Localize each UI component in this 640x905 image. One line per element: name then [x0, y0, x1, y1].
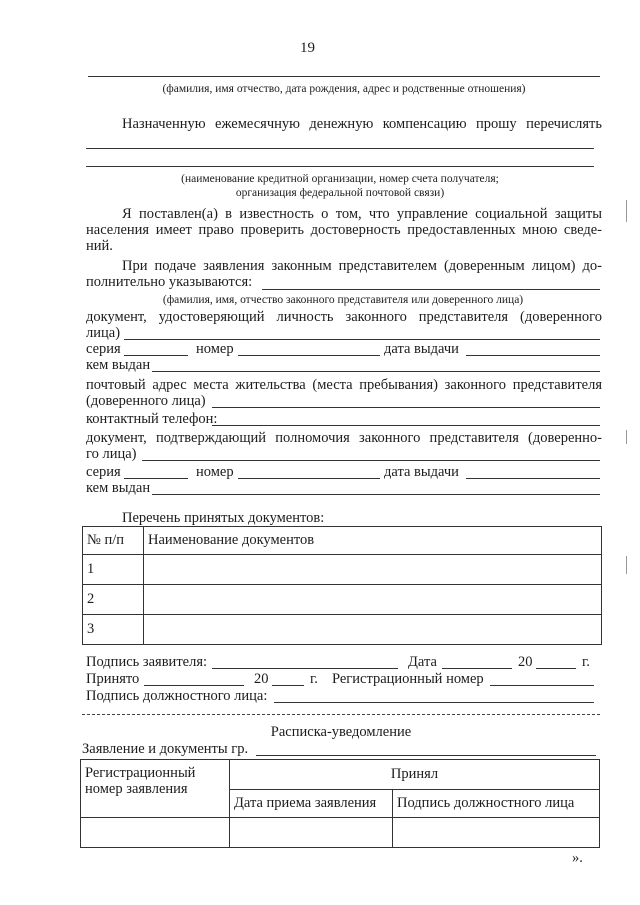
address-line-2: (доверенного лица) [86, 393, 206, 409]
compensation-text: Назначенную ежемесячную денежную компенсацию прошу перечислять [122, 116, 602, 132]
year-prefix: 20 [518, 654, 533, 670]
page-number: 19 [300, 40, 315, 56]
reg-number-label: Регистрационный номер [332, 671, 484, 687]
signature-cell[interactable] [393, 818, 600, 848]
table-row [83, 555, 602, 585]
rep-intro-2: полнительно указываются: [86, 274, 253, 290]
address-line-1: почтовый адрес места жительства (места пребывания) законного представителя [86, 377, 602, 393]
scan-edge-mark [626, 430, 627, 444]
issued-by-field[interactable] [152, 371, 600, 372]
issue-date2-field[interactable] [466, 478, 600, 479]
row-number: 2 [83, 585, 144, 615]
number-field[interactable] [238, 355, 380, 356]
date-field[interactable] [442, 668, 512, 669]
bank-line-1[interactable] [86, 148, 594, 149]
informed-line-1: Я поставлен(а) в известность о том, что управление социальной защиты [122, 206, 602, 222]
id-doc-field[interactable] [124, 339, 600, 340]
authority-line-1: документ, подтверждающий полномочия законного представителя (доверенно- [86, 430, 602, 446]
document-name-cell[interactable] [144, 555, 602, 585]
receipt-intro: Заявление и документы гр. [82, 741, 249, 757]
id-doc-line-1: документ, удостоверяющий личность законного представителя (доверенного [86, 309, 602, 325]
reg-number-header [81, 760, 230, 818]
date-cell[interactable] [230, 818, 393, 848]
accepted-label: Принято [86, 671, 140, 687]
relatives-line[interactable] [88, 76, 600, 77]
phone-label: контактный телефон: [86, 411, 218, 427]
rep-caption: (фамилия, имя, отчество законного представителя или доверенного лица) [162, 294, 524, 306]
reg-number-header-line-1: Регистрационный [85, 765, 196, 781]
document-name-cell[interactable] [144, 615, 602, 645]
receipt-title: Расписка-уведомление [270, 724, 412, 740]
informed-line-2: населения имеет право проверить достоверность предоставленных мною сведе- [86, 222, 602, 238]
documents-title: Перечень принятых документов: [122, 510, 325, 526]
authority-line-2: го лица) [86, 446, 137, 462]
accepted-year-field[interactable] [272, 685, 304, 686]
reg-number-field[interactable] [490, 685, 594, 686]
accepted-year-suffix: г. [310, 671, 318, 687]
issue-date-field[interactable] [466, 355, 600, 356]
rep-intro-1: При подаче заявления законным представителем (доверенным лицом) до- [122, 258, 602, 274]
closing-quote: ». [572, 850, 583, 866]
official-signature-label: Подпись должностного лица: [86, 688, 268, 704]
number2-label: номер [196, 464, 234, 480]
scan-edge-mark [626, 556, 627, 574]
receipt-table [80, 759, 600, 848]
scan-edge-mark [626, 200, 627, 222]
year-suffix: г. [582, 654, 590, 670]
accepted-year-prefix: 20 [254, 671, 269, 687]
documents-table [82, 526, 602, 645]
reg-number-header-line-2: номер заявления [85, 781, 188, 797]
signature-header: Подпись должностного лица [393, 790, 600, 818]
issued-by2-label: кем выдан [86, 480, 151, 496]
number2-field[interactable] [238, 478, 380, 479]
series-label: серия [86, 341, 121, 357]
series-field[interactable] [124, 355, 188, 356]
relatives-caption: (фамилия, имя отчество, дата рождения, адрес и родственные отношения) [162, 83, 526, 95]
official-signature-field[interactable] [274, 702, 594, 703]
year-field[interactable] [536, 668, 576, 669]
table-row [83, 615, 602, 645]
row-number: 1 [83, 555, 144, 585]
col-num-header: № п/п [83, 527, 144, 555]
bank-line-2[interactable] [86, 166, 594, 167]
applicant-signature-field[interactable] [212, 668, 398, 669]
series2-label: серия [86, 464, 121, 480]
table-row [83, 585, 602, 615]
issued-by-label: кем выдан [86, 357, 151, 373]
bank-caption-2: организация федеральной почтовой связи) [235, 187, 445, 199]
issue-date-label: дата выдачи [384, 341, 459, 357]
address-field[interactable] [212, 407, 600, 408]
receipt-name-field[interactable] [256, 755, 596, 756]
table-row [81, 818, 600, 848]
applicant-signature-label: Подпись заявителя: [86, 654, 208, 670]
reg-number-cell[interactable] [81, 818, 230, 848]
authority-field[interactable] [142, 460, 600, 461]
date-label: Дата [408, 654, 437, 670]
bank-caption-1: (наименование кредитной организации, номер счета получателя; [181, 173, 499, 185]
col-name-header: Наименование документов [144, 527, 602, 555]
row-number: 3 [83, 615, 144, 645]
series2-field[interactable] [124, 478, 188, 479]
cut-line [82, 714, 600, 715]
document-name-cell[interactable] [144, 585, 602, 615]
number-label: номер [196, 341, 234, 357]
rep-name-line[interactable] [262, 289, 600, 290]
accepted-date-field[interactable] [144, 685, 244, 686]
issued-by2-field[interactable] [152, 494, 600, 495]
date-header: Дата приема заявления [230, 790, 393, 818]
informed-line-3: ний. [86, 238, 113, 254]
issue-date2-label: дата выдачи [384, 464, 459, 480]
accepted-header: Принял [230, 760, 600, 790]
phone-field[interactable] [212, 425, 600, 426]
id-doc-line-2: лица) [86, 325, 121, 341]
